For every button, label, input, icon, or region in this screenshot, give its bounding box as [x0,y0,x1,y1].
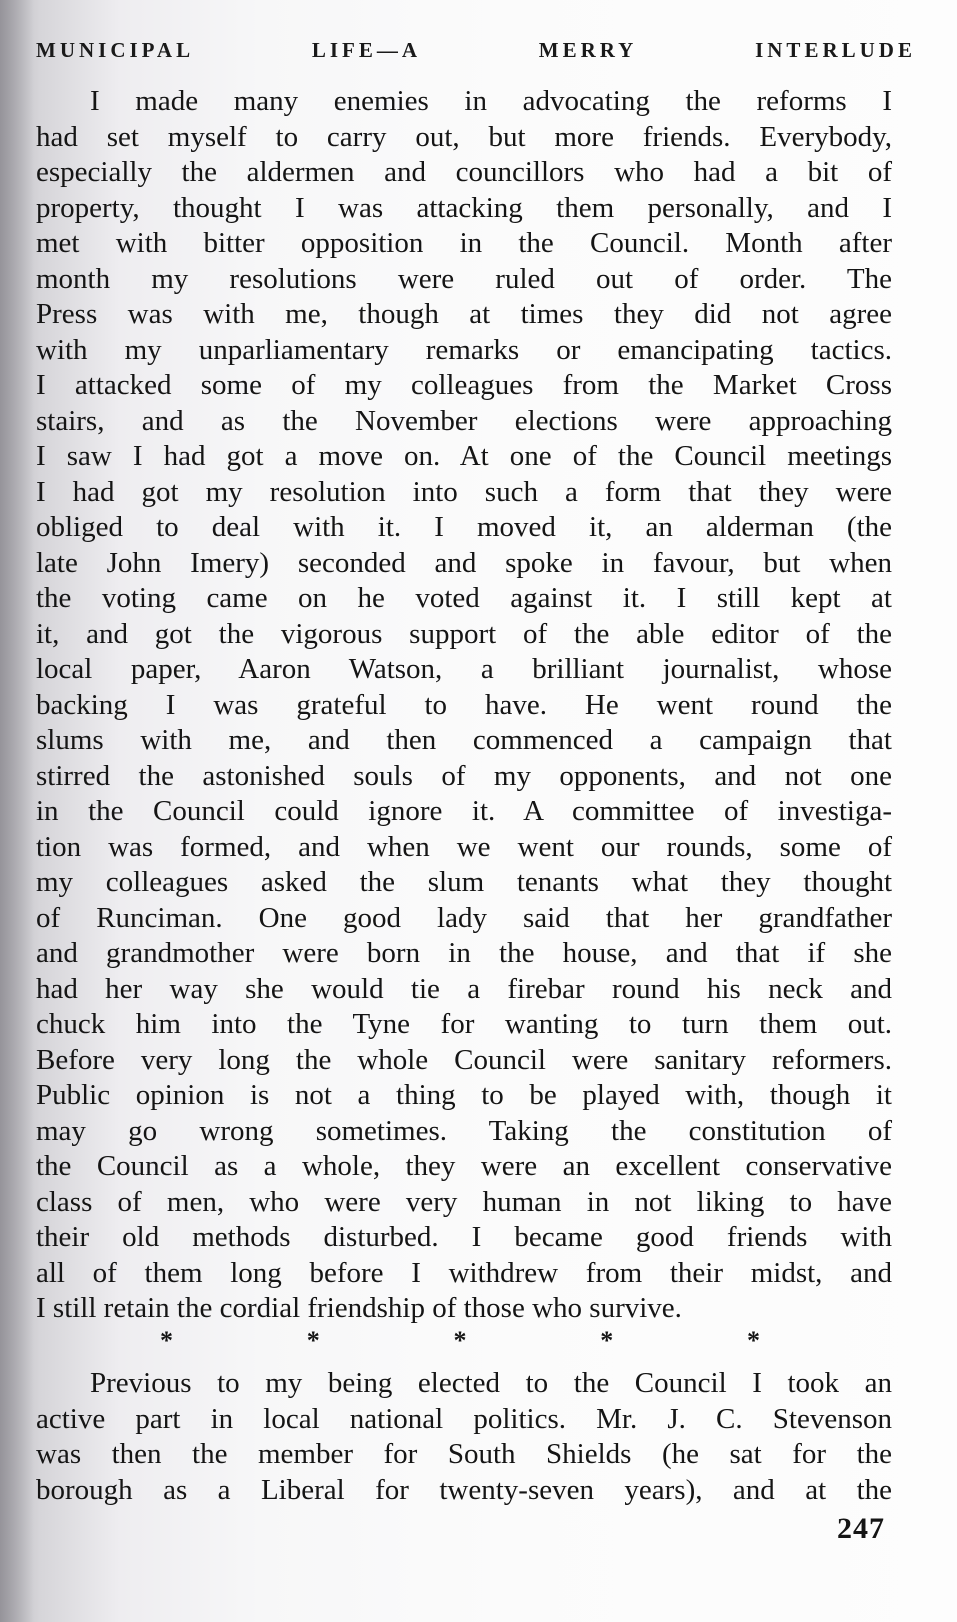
running-head-word: LIFE—A [311,38,422,62]
text-line: backing I was grateful to have. He went round the [36,688,892,721]
text-line: slums with me, and then commenced a campaign that [36,724,892,756]
text-line: I saw I had got a move on. At one of the Council meetings [36,440,892,472]
running-head-word: MERRY [538,38,638,62]
text-line: it, and got the vigorous support of the able editor of the [36,617,892,650]
text-line: Public opinion is not a thing to be played with, though it [36,1079,892,1111]
divider-star: * [600,1326,614,1355]
text-line: stirred the astonished souls of my opponents, and not one [36,759,892,792]
text-line: obliged to deal with it. I moved it, an alderman (the [36,511,892,543]
text-line: my colleagues asked the slum tenants what they thought [36,866,892,898]
text-line: their old methods disturbed. I became good friends with [36,1221,892,1253]
text-line: active part in local national politics. Mr. J. C. Stevenson [36,1402,892,1435]
text-line: I attacked some of my colleagues from the Market Cross [36,369,892,401]
text-line: Press was with me, though at times they did not agree [36,298,892,330]
text-line: month my resolutions were ruled out of order. The [36,262,892,295]
page-gutter-shadow [0,0,34,1622]
text-line: especially the aldermen and councillors who had a bit of [36,156,892,188]
text-line: may go wrong sometimes. Taking the constitution of [36,1114,892,1147]
text-line: I made many enemies in advocating the reforms I [90,85,892,117]
running-head [36,38,916,63]
text-line: in the Council could ignore it. A committee of investiga- [36,795,892,827]
section-divider-stars [160,1326,760,1356]
text-line: property, thought I was attacking them personally, and I [36,191,892,224]
text-line: stairs, and as the November elections were approaching [36,404,892,437]
divider-star: * [160,1326,173,1355]
text-line: all of them long before I withdrew from their midst, and [36,1256,892,1289]
text-line: the voting came on he voted against it. I still kept at [36,582,892,614]
divider-star: * [453,1326,467,1355]
text-line: and grandmother were born in the house, and that if she [36,937,892,969]
page-number: 247 [837,1512,885,1545]
text-line: Previous to my being elected to the Council I took an [90,1367,892,1399]
text-line: had her way she would tie a firebar round his neck and [36,972,892,1005]
text-line: of Runciman. One good lady said that her grandfather [36,901,892,934]
text-line: Before very long the whole Council were sanitary reformers. [36,1043,892,1076]
divider-star: * [306,1326,320,1355]
running-head-word: MUNICIPAL [36,38,195,62]
text-line: local paper, Aaron Watson, a brilliant journalist, whose [36,653,892,685]
divider-star: * [747,1326,760,1355]
text-line: I had got my resolution into such a form that they were [36,475,892,508]
running-head-word: INTERLUDE [755,38,916,62]
text-line: the Council as a whole, they were an excellent conservative [36,1150,892,1182]
text-line: was then the member for South Shields (he sat for the [36,1438,892,1470]
text-line: met with bitter opposition in the Council. Month after [36,227,892,259]
text-line: I still retain the cordial friendship of those who survive. [36,1292,682,1324]
text-line: tion was formed, and when we went our rounds, some of [36,830,892,863]
text-line: borough as a Liberal for twenty-seven years), and at the [36,1473,892,1506]
paragraph-1 [36,84,892,1327]
text-line: with my unparliamentary remarks or emancipating tactics. [36,333,892,366]
paragraph-2 [36,1366,892,1508]
text-line: chuck him into the Tyne for wanting to turn them out. [36,1008,892,1040]
text-line: late John Imery) seconded and spoke in favour, but when [36,546,892,579]
text-line: class of men, who were very human in not liking to have [36,1185,892,1218]
text-line: had set myself to carry out, but more friends. Everybody, [36,120,892,153]
